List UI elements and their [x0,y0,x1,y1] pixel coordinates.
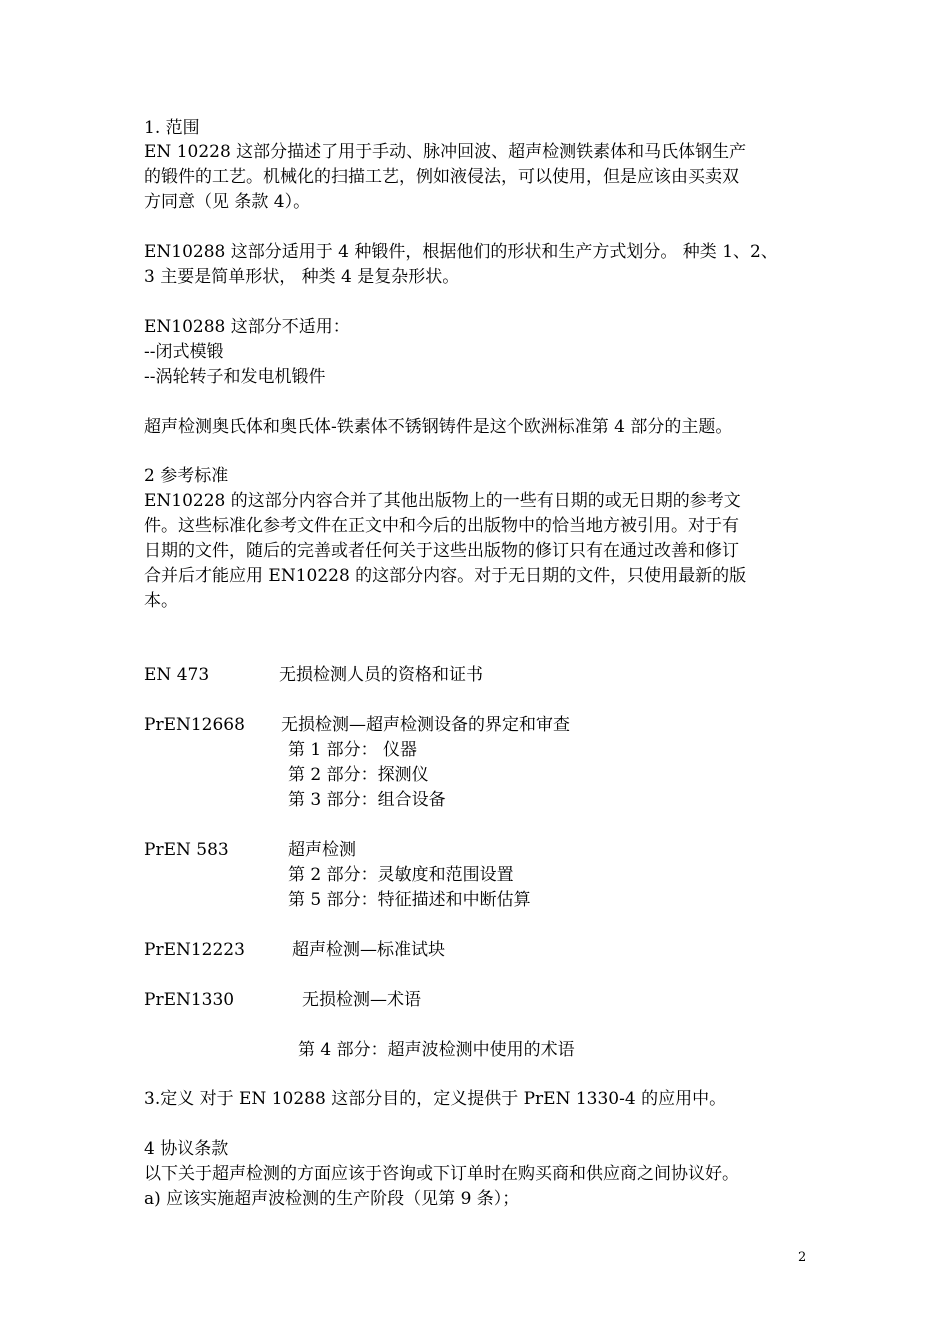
ref-part: 第 2 部分：探测仪 [288,765,429,785]
section-2-para-line: 合并后才能应用 EN10228 的这部分内容。对于无日期的文件，只使用最新的版 [144,566,747,586]
ref-title: 无损检测人员的资格和证书 [279,665,483,685]
section-1-para-4: 超声检测奥氏体和奥氏体-铁素体不锈钢铸件是这个欧洲标准第 4 部分的主题。 [144,417,733,437]
ref-part: 第 1 部分： 仪器 [288,740,418,760]
section-1-para-2-line: EN10288 这部分适用于 4 种锻件，根据他们的形状和生产方式划分。 种类 1、2、 [144,242,778,262]
section-1-para-1-line: EN 10228 这部分描述了用于手动、脉冲回波、超声检测铁素体和马氏体钢生产 [144,142,747,162]
section-4-para: 以下关于超声检测的方面应该于咨询或下订单时在购买商和供应商之间协议好。 [144,1164,739,1184]
ref-code: PrEN1330 [144,990,235,1010]
ref-code: EN 473 [144,665,210,685]
ref-title: 无损检测—超声检测设备的界定和审查 [281,715,570,735]
section-3-definitions: 3.定义 对于 EN 10288 这部分目的，定义提供于 PrEN 1330-4 的应用中。 [144,1089,727,1109]
ref-code: PrEN12223 [144,940,245,960]
section-2-para-line: 件。这些标准化参考文件在正文中和今后的出版物中的恰当地方被引用。对于有 [144,516,739,536]
section-1-para-2-line: 3 主要是简单形状， 种类 4 是复杂形状。 [144,267,460,287]
ref-part: 第 2 部分：灵敏度和范围设置 [288,865,514,885]
section-1-heading: 1. 范围 [144,118,200,138]
section-4-heading: 4 协议条款 [144,1139,229,1159]
exclusion-item: --涡轮转子和发电机锻件 [144,367,326,387]
section-1-para-1-line: 方同意（见 条款 4）。 [144,192,311,212]
section-2-para-line: 日期的文件，随后的完善或者任何关于这些出版物的修订只有在通过改善和修订 [144,541,739,561]
page-number: 2 [798,1250,807,1265]
ref-part: 第 4 部分：超声波检测中使用的术语 [298,1040,575,1060]
section-2-heading: 2 参考标准 [144,466,229,486]
ref-code: PrEN12668 [144,715,245,735]
section-1-para-1-line: 的锻件的工艺。机械化的扫描工艺，例如液侵法，可以使用，但是应该由买卖双 [144,167,739,187]
ref-part: 第 3 部分：组合设备 [288,790,446,810]
section-2-para-line: 本。 [144,591,178,611]
ref-part: 第 5 部分：特征描述和中断估算 [288,890,531,910]
exclusion-item: --闭式模锻 [144,342,224,362]
ref-title: 超声检测—标准试块 [292,940,445,960]
section-4-item-a: a) 应该实施超声波检测的生产阶段（见第 9 条）； [144,1189,520,1209]
section-1-para-3-line: EN10288 这部分不适用： [144,317,350,337]
section-2-para-line: EN10228 的这部分内容合并了其他出版物上的一些有日期的或无日期的参考文 [144,491,741,511]
ref-code: PrEN 583 [144,840,229,860]
ref-title: 无损检测—术语 [302,990,421,1010]
ref-title: 超声检测 [288,840,356,860]
